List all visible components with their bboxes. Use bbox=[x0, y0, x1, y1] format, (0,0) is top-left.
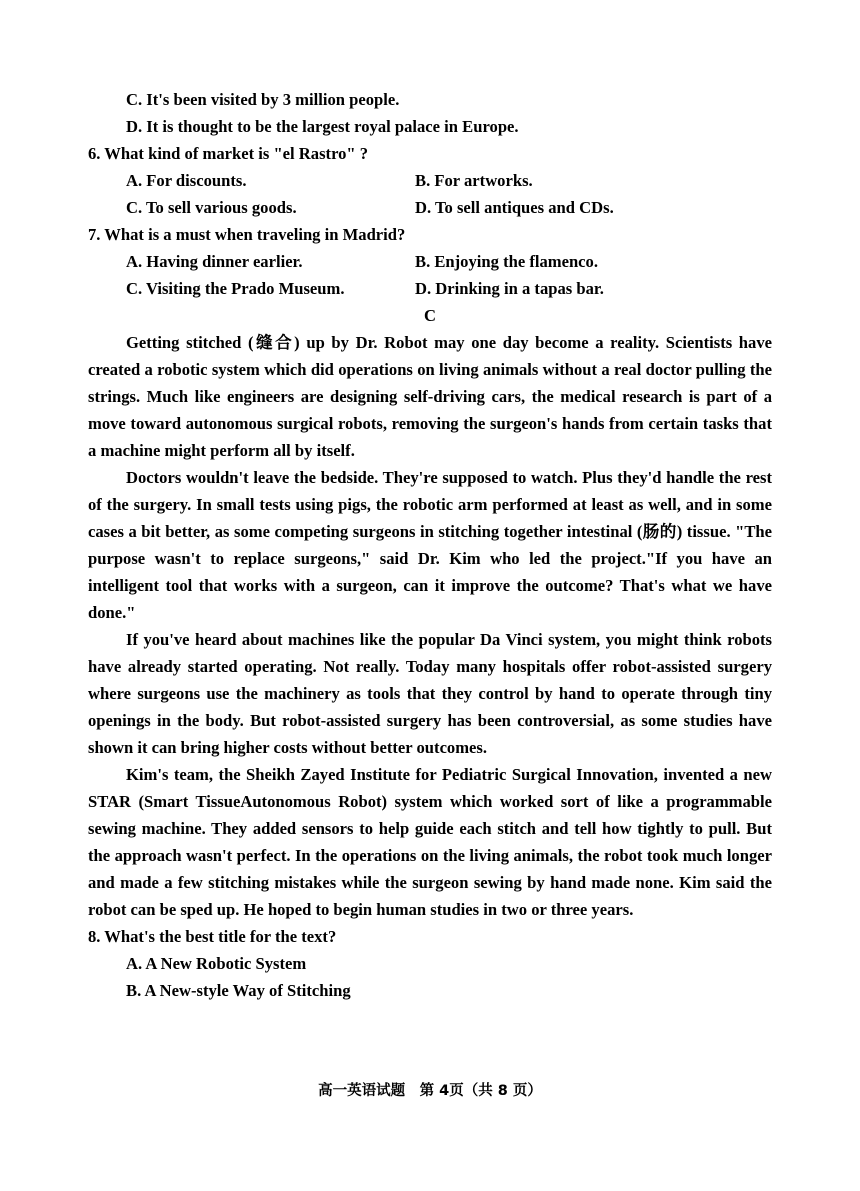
passage-paragraph-4: Kim's team, the Sheikh Zayed Institute for Pediatric Surgical Innovation, invented a new STAR (Smart TissueAutonomous Robot) system which worked sort of like a programmable sewing machine. They added sensors to help guide each stitch and tell how tightly to pull. But the approach wasn't perfect. In the operations on the living animals, the robot took much longer and made a few stitching mistakes while the surgeon sewing by hand made none. Kim said the robot can be sped up. He hoped to begin human studies in two or three years. bbox=[88, 765, 772, 919]
option-row bbox=[88, 113, 772, 140]
option-b: B. Enjoying the flamenco. bbox=[415, 252, 598, 271]
option-row bbox=[88, 167, 772, 194]
option-row bbox=[88, 194, 772, 221]
exam-page-content bbox=[88, 86, 772, 1004]
option-row bbox=[88, 248, 772, 275]
page-footer: 高一英语试题 第 4页（共 8 页） bbox=[318, 1083, 542, 1099]
option-c: C. Visiting the Prado Museum. bbox=[126, 279, 345, 298]
passage-paragraph-1: Getting stitched (缝合) up by Dr. Robot may one day become a reality. Scientists have created a robotic system which did operations on living animals without a real doctor pulling the strings. Much like engineers are designing self-driving cars, the medical research is part of a move toward autonomous surgical robots, removing the surgeon's hands from certain tasks that a machine might perform all by itself. bbox=[88, 333, 772, 460]
option-b: B. For artworks. bbox=[415, 171, 533, 190]
option-d: D. Drinking in a tapas bar. bbox=[415, 279, 604, 298]
option-d: D. To sell antiques and CDs. bbox=[415, 198, 614, 217]
option-b: B. A New-style Way of Stitching bbox=[126, 981, 351, 1000]
question-7-stem: 7. What is a must when traveling in Madrid? bbox=[88, 225, 406, 244]
option-row bbox=[88, 950, 772, 977]
option-a: A. Having dinner earlier. bbox=[126, 252, 303, 271]
option-c: C. To sell various goods. bbox=[126, 198, 297, 217]
option-a: A. For discounts. bbox=[126, 171, 247, 190]
passage-paragraph-2: Doctors wouldn't leave the bedside. They're supposed to watch. Plus they'd handle the rest of the surgery. In small tests using pigs, the robotic arm performed at least as well, and in some cases a bit better, as some competing surgeons in stitching together intestinal (肠的) tissue. "The purpose wasn't to replace surgeons," said Dr. Kim who led the project."If you have an intelligent tool that works with a surgeon, can it improve the outcome? That's what we have done." bbox=[88, 468, 772, 622]
option-row bbox=[88, 275, 772, 302]
option-row bbox=[88, 86, 772, 113]
option-d: D. It is thought to be the largest royal palace in Europe. bbox=[126, 117, 519, 136]
section-label: C bbox=[424, 306, 436, 325]
option-a: A. A New Robotic System bbox=[126, 954, 307, 973]
question-6-stem: 6. What kind of market is "el Rastro" ? bbox=[88, 144, 369, 163]
option-c: C. It's been visited by 3 million people. bbox=[126, 90, 400, 109]
question-8-stem: 8. What's the best title for the text? bbox=[88, 927, 337, 946]
passage-paragraph-3: If you've heard about machines like the popular Da Vinci system, you might think robots have already started operating. Not really. Today many hospitals offer robot-assisted surgery where surgeons use the machinery as tools that they control by hand to operate through tiny openings in the body. But robot-assisted surgery has been controversial, as some studies have shown it can bring higher costs without better outcomes. bbox=[88, 630, 772, 757]
option-row bbox=[88, 977, 772, 1004]
